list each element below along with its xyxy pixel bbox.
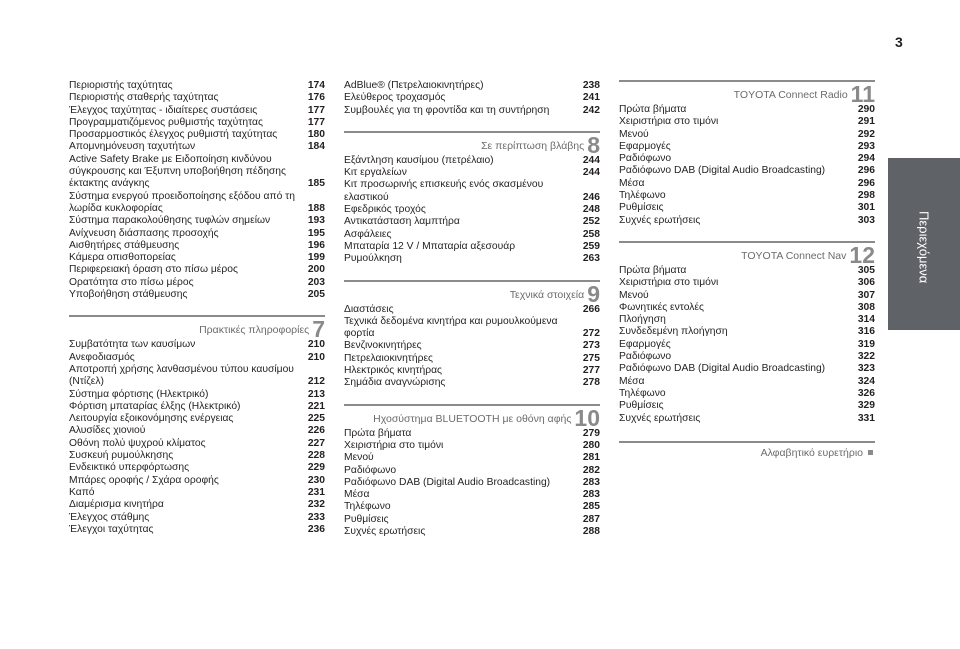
- toc-entry-page: 292: [857, 128, 875, 140]
- toc-entry-title: Περιοριστής σταθερής ταχύτητας: [69, 92, 219, 104]
- toc-entry[interactable]: [69, 364, 325, 389]
- toc-entry-page: 283: [582, 476, 600, 488]
- toc-entry-title: Φόρτιση μπαταρίας έλξης (Ηλεκτρικό): [69, 400, 241, 412]
- toc-entry[interactable]: [619, 141, 875, 153]
- toc-entry[interactable]: [344, 365, 600, 377]
- toc-entry[interactable]: [69, 401, 325, 413]
- toc-entry-title: Σύστημα φόρτισης (Ηλεκτρικό): [69, 388, 209, 400]
- toc-entry-page: 246: [582, 191, 600, 203]
- toc-entry[interactable]: [344, 353, 600, 365]
- toc-entry-title: Ραδιόφωνο: [619, 351, 672, 363]
- toc-entry-page: 306: [857, 277, 875, 289]
- toc-section: [344, 280, 600, 390]
- toc-entry[interactable]: [619, 376, 875, 388]
- toc-entry-page: 244: [582, 154, 600, 166]
- toc-entry-title: Χειριστήρια στο τιμόνι: [344, 439, 444, 451]
- toc-entry-page: 282: [582, 464, 600, 476]
- toc-entry[interactable]: [619, 388, 875, 400]
- toc-entry-title: Ραδιόφωνο: [344, 464, 397, 476]
- toc-entry[interactable]: [69, 92, 325, 104]
- toc-column-1: [69, 80, 325, 540]
- toc-entry[interactable]: [69, 499, 325, 511]
- toc-entry-title: Βενζινοκινητήρες: [344, 340, 422, 352]
- toc-entry-title: Οθόνη πολύ ψυχρού κλίματος: [69, 437, 206, 449]
- toc-entry-title: Μέσα: [619, 375, 645, 387]
- toc-entry-title: AdBlue® (Πετρελαιοκινητήρες): [344, 80, 484, 91]
- toc-entry-title: Πετρελαιοκινητήρες: [344, 352, 434, 364]
- toc-entry-page: 290: [857, 104, 875, 115]
- toc-entry[interactable]: [619, 400, 875, 412]
- toc-entry-title: Αντικατάσταση λαμπτήρα: [344, 216, 460, 228]
- toc-entry-page: 331: [857, 412, 875, 424]
- toc-entry-page: 238: [582, 80, 600, 91]
- toc-entry-title: Αλυσίδες χιονιού: [69, 425, 146, 437]
- toc-entry[interactable]: [619, 339, 875, 351]
- toc-entry-page: 287: [582, 513, 600, 525]
- toc-entry-page: 184: [307, 141, 325, 153]
- toc-entry-page: 272: [582, 328, 600, 340]
- toc-entry[interactable]: [69, 141, 325, 153]
- toc-entry-page: 241: [582, 92, 600, 104]
- toc-entry-title: Ασφάλειες: [344, 228, 392, 240]
- section-header[interactable]: [619, 241, 875, 268]
- toc-entry-page: 259: [582, 240, 600, 252]
- toc-entry-title: Περιφερειακή όραση στο πίσω μέρος: [69, 264, 238, 276]
- toc-entry-title: Ορατότητα στο πίσω μέρος: [69, 276, 194, 288]
- toc-entry[interactable]: [69, 264, 325, 276]
- toc-entry-page: 226: [307, 425, 325, 437]
- toc-entry[interactable]: [69, 228, 325, 240]
- toc-entry-page: 203: [307, 276, 325, 288]
- toc-entry-page: 296: [857, 165, 875, 177]
- toc-entry-page: 193: [307, 215, 325, 227]
- toc-entry-page: 277: [582, 365, 600, 377]
- toc-section: [344, 131, 600, 266]
- toc-entry-title: Τηλέφωνο: [344, 501, 391, 513]
- toc-entry-title: Κάμερα οπισθοπορείας: [69, 252, 176, 264]
- toc-section: [344, 404, 600, 539]
- toc-entry-title: Μέσα: [619, 177, 645, 189]
- toc-entry-page: 205: [307, 289, 325, 301]
- toc-entry-page: 212: [307, 376, 325, 388]
- toc-entry-page: 176: [307, 92, 325, 104]
- toc-section: [619, 241, 875, 425]
- toc-entry-page: 232: [307, 499, 325, 511]
- toc-entry[interactable]: [619, 215, 875, 227]
- toc-entry-page: 316: [857, 326, 875, 338]
- toc-entry-page: 248: [582, 204, 600, 216]
- toc-entry[interactable]: [69, 240, 325, 252]
- toc-entry-title: Πλοήγηση: [619, 314, 666, 326]
- toc-entry[interactable]: [619, 265, 875, 277]
- toc-entry-page: 229: [307, 462, 325, 474]
- toc-entry-page: 308: [857, 301, 875, 313]
- toc-entry[interactable]: [69, 487, 325, 499]
- toc-entry-title: Συχνές ερωτήσεις: [619, 412, 701, 424]
- toc-entry-title: Περιοριστής ταχύτητας: [69, 80, 173, 91]
- toc-entry[interactable]: [69, 154, 325, 191]
- toc-entry[interactable]: [69, 105, 325, 117]
- toc-entry[interactable]: [344, 316, 600, 341]
- toc-entry-title: Ρυθμίσεις: [619, 202, 664, 214]
- toc-entry[interactable]: [69, 191, 325, 216]
- section-number: 11: [850, 81, 875, 107]
- toc-entry[interactable]: [619, 363, 875, 375]
- toc-entry-title: Κιτ εργαλείων: [344, 167, 407, 179]
- toc-entry[interactable]: [619, 314, 875, 326]
- toc-entry[interactable]: [344, 501, 600, 513]
- toc-entry-title: Διαμέρισμα κινητήρα: [69, 499, 164, 511]
- toc-entry-title: Χειριστήρια στο τιμόνι: [619, 277, 719, 289]
- toc-entry[interactable]: [344, 340, 600, 352]
- toc-entry[interactable]: [619, 190, 875, 202]
- toc-entry-page: 296: [857, 177, 875, 189]
- side-tab-label: Περιεχόμενα: [916, 210, 932, 284]
- toc-entry-page: 195: [307, 227, 325, 239]
- toc-entry-title: Ηλεκτρικός κινητήρας: [344, 365, 442, 377]
- toc-entry-title: Κιτ προσωρινής επισκευής ενός σκασμένου ελαστικού: [344, 179, 544, 203]
- toc-entry-title: Ενδεικτικό υπερφόρτωσης: [69, 462, 190, 474]
- toc-entry[interactable]: [344, 428, 600, 440]
- toc-entry-title: Μενού: [344, 452, 374, 464]
- toc-entry-title: Προγραμματιζόμενος ρυθμιστής ταχύτητας: [69, 116, 263, 128]
- section-number: 12: [849, 241, 875, 268]
- toc-entry-page: 258: [582, 228, 600, 240]
- toc-entry-page: 228: [307, 450, 325, 462]
- toc-entry-title: Καπό: [69, 486, 95, 498]
- toc-entry-page: 244: [582, 167, 600, 179]
- section-number: 9: [587, 280, 600, 307]
- toc-entry-title: Συχνές ερωτήσεις: [619, 214, 701, 226]
- toc-entry[interactable]: [619, 202, 875, 214]
- toc-entry-page: 263: [582, 253, 600, 265]
- toc-entry-title: Συχνές ερωτήσεις: [344, 526, 426, 538]
- toc-entry-page: 252: [582, 216, 600, 228]
- toc-entry-page: 285: [582, 501, 600, 513]
- toc-entry-page: 283: [582, 489, 600, 501]
- toc-entry-page: 329: [857, 400, 875, 412]
- toc-entry-page: 322: [857, 351, 875, 363]
- toc-entry[interactable]: [69, 450, 325, 462]
- toc-entry-page: 266: [582, 303, 600, 315]
- toc-entry[interactable]: [619, 104, 875, 116]
- square-icon: [868, 450, 873, 455]
- toc-entry[interactable]: [619, 413, 875, 425]
- toc-entry-page: 242: [582, 104, 600, 116]
- toc-entry-page: 200: [307, 264, 325, 276]
- toc-entry-title: Χειριστήρια στο τιμόνι: [619, 116, 719, 128]
- section-title: Τεχνικά στοιχεία: [509, 288, 585, 301]
- section-number: 7: [312, 316, 325, 343]
- toc-entry[interactable]: [344, 452, 600, 464]
- toc-entry-title: Διαστάσεις: [344, 303, 394, 315]
- toc-entry-title: Απομνημόνευση ταχυτήτων: [69, 141, 196, 153]
- toc-entry-title: Σύστημα ενεργού προειδοποίησης εξόδου από τη λωρίδα κυκλοφορίας: [69, 190, 295, 214]
- toc-entry-page: 236: [307, 523, 325, 535]
- toc-entry-page: 288: [582, 526, 600, 538]
- toc-entry-title: Ρυθμίσεις: [344, 513, 389, 525]
- section-header[interactable]: [619, 80, 875, 107]
- toc-entry-page: 233: [307, 511, 325, 523]
- toc-entry-page: 279: [582, 427, 600, 439]
- toc-entry[interactable]: [69, 289, 325, 301]
- section-title: TOYOTA Connect Radio: [733, 89, 848, 101]
- toc-entry-page: 199: [307, 252, 325, 264]
- toc-entry-title: Ραδιόφωνο DAB (Digital Audio Broadcasting): [619, 363, 826, 375]
- section-title: Ηχοσύστημα BLUETOOTH με οθόνη αφής: [373, 412, 572, 425]
- toc-entry[interactable]: [69, 475, 325, 487]
- toc-entry-title: Active Safety Brake με Ειδοποίηση κινδύνου σύγκρουσης και Έξυπνη υποβοήθηση πέδησης έκτακτης ανάγκης: [69, 153, 286, 190]
- toc-entry[interactable]: [619, 290, 875, 302]
- toc-entry-page: 225: [307, 413, 325, 425]
- toc-entry-page: 307: [857, 289, 875, 301]
- toc-section: [69, 80, 325, 301]
- toc-entry-title: Μενού: [619, 289, 649, 301]
- toc-entry[interactable]: [344, 253, 600, 265]
- toc-entry-page: 280: [582, 439, 600, 451]
- toc-entry-page: 326: [857, 387, 875, 399]
- toc-entry-page: 294: [857, 153, 875, 165]
- toc-entry[interactable]: [69, 129, 325, 141]
- toc-entry-title: Συμβατότητα των καυσίμων: [69, 339, 196, 351]
- toc-entry[interactable]: [344, 80, 600, 92]
- toc-entry[interactable]: [619, 178, 875, 190]
- toc-entry[interactable]: [344, 155, 600, 167]
- toc-entry[interactable]: [344, 377, 600, 389]
- toc-entry-title: Ραδιόφωνο DAB (Digital Audio Broadcasting): [619, 165, 826, 177]
- toc-entry[interactable]: [344, 167, 600, 179]
- toc-entry-title: Αποτροπή χρήσης λανθασμένου τύπου καυσίμου (Ντίζελ): [69, 363, 294, 388]
- toc-entry[interactable]: [344, 440, 600, 452]
- toc-entry-title: Πρώτα βήματα: [619, 264, 687, 276]
- toc-entry[interactable]: [619, 129, 875, 141]
- section-number: 8: [587, 131, 600, 158]
- toc-column-2: [344, 80, 600, 542]
- toc-section: [344, 80, 600, 117]
- toc-entry-page: 227: [307, 437, 325, 449]
- toc-entry-page: 293: [857, 140, 875, 152]
- toc-entry-page: 291: [857, 116, 875, 128]
- toc-entry-title: Ρυμούλκηση: [344, 253, 402, 265]
- toc-entry[interactable]: [69, 117, 325, 129]
- toc-entry-title: Αισθητήρες στάθμευσης: [69, 239, 180, 251]
- toc-entry-title: Τηλέφωνο: [619, 190, 666, 202]
- toc-entry-page: 323: [857, 363, 875, 375]
- toc-entry-page: 180: [307, 129, 325, 141]
- toc-entry-title: Ραδιόφωνο DAB (Digital Audio Broadcasting): [344, 476, 551, 488]
- alphabetical-index-label: Αλφαβητικό ευρετήριο: [760, 446, 863, 459]
- toc-entry-title: Εξάντληση καυσίμου (πετρέλαιο): [344, 154, 494, 166]
- section-title: Πρακτικές πληροφορίες: [199, 324, 310, 337]
- toc-column-3: [619, 80, 875, 459]
- toc-entry[interactable]: [344, 92, 600, 104]
- toc-entry[interactable]: [344, 465, 600, 477]
- toc-entry[interactable]: [619, 326, 875, 338]
- toc-entry-page: 275: [582, 352, 600, 364]
- toc-entry[interactable]: [69, 339, 325, 351]
- toc-section: [619, 80, 875, 227]
- section-number: 10: [574, 404, 600, 431]
- section-header[interactable]: [344, 404, 600, 431]
- toc-entry-page: 231: [307, 486, 325, 498]
- toc-entry-title: Φωνητικές εντολές: [619, 301, 704, 313]
- toc-entry-page: 314: [857, 314, 875, 326]
- toc-entry-title: Ανίχνευση διάσπασης προσοχής: [69, 227, 219, 239]
- toc-entry[interactable]: [619, 116, 875, 128]
- toc-entry[interactable]: [344, 229, 600, 241]
- toc-entry[interactable]: [344, 477, 600, 489]
- toc-entry-title: Λειτουργία εξοικονόμησης ενέργειας: [69, 413, 234, 425]
- toc-entry[interactable]: [69, 512, 325, 524]
- toc-entry[interactable]: [344, 514, 600, 526]
- section-title: Σε περίπτωση βλάβης: [481, 139, 585, 152]
- page-number: 3: [895, 34, 903, 50]
- toc-entry[interactable]: [69, 425, 325, 437]
- toc-entry-page: 210: [307, 339, 325, 351]
- toc-entry-title: Ανεφοδιασμός: [69, 351, 135, 363]
- toc-entry[interactable]: [344, 216, 600, 228]
- toc-entry[interactable]: [344, 105, 600, 117]
- toc-entry[interactable]: [619, 351, 875, 363]
- toc-entry[interactable]: [69, 389, 325, 401]
- toc-entry-title: Εφαρμογές: [619, 338, 671, 350]
- toc-entry-title: Πρώτα βήματα: [344, 427, 412, 439]
- toc-entry[interactable]: [344, 526, 600, 538]
- toc-entry-title: Τηλέφωνο: [619, 387, 666, 399]
- toc-entry-title: Μπάρες οροφής / Σχάρα οροφής: [69, 474, 219, 486]
- toc-entry-page: 210: [307, 351, 325, 363]
- toc-entry[interactable]: [69, 462, 325, 474]
- toc-entry[interactable]: [619, 277, 875, 289]
- toc-entry-page: 278: [582, 377, 600, 389]
- toc-entry[interactable]: [69, 413, 325, 425]
- toc-entry-page: 185: [307, 178, 325, 190]
- toc-entry[interactable]: [69, 80, 325, 92]
- toc-entry-title: Υποβοήθηση στάθμευσης: [69, 289, 188, 301]
- toc-entry[interactable]: [619, 302, 875, 314]
- toc-entry-page: 303: [857, 214, 875, 226]
- toc-entry-title: Εφαρμογές: [619, 140, 671, 152]
- toc-entry-page: 177: [307, 104, 325, 116]
- toc-entry-page: 305: [857, 264, 875, 276]
- toc-entry-title: Μέσα: [344, 489, 370, 501]
- toc-entry-page: 301: [857, 202, 875, 214]
- toc-entry-page: 319: [857, 338, 875, 350]
- toc-entry-page: 221: [307, 400, 325, 412]
- toc-entry-title: Συμβουλές για τη φροντίδα και τη συντήρηση: [344, 104, 550, 116]
- toc-entry[interactable]: [69, 277, 325, 289]
- toc-entry-page: 230: [307, 474, 325, 486]
- toc-entry-title: Έλεγχος ταχύτητας - ιδιαίτερες συστάσεις: [69, 104, 258, 116]
- toc-entry-page: 273: [582, 340, 600, 352]
- section-header[interactable]: [344, 280, 600, 307]
- toc-entry-page: 174: [307, 80, 325, 91]
- toc-entry-page: 196: [307, 239, 325, 251]
- toc-entry-title: Ρυθμίσεις: [619, 400, 664, 412]
- toc-entry-title: Πρώτα βήματα: [619, 104, 687, 115]
- toc-entry[interactable]: [344, 241, 600, 253]
- toc-entry[interactable]: [69, 438, 325, 450]
- alphabetical-index-link[interactable]: [619, 441, 875, 459]
- toc-entry[interactable]: [69, 252, 325, 264]
- section-title: TOYOTA Connect Nav: [741, 249, 847, 262]
- toc-entry[interactable]: [69, 524, 325, 536]
- toc-entry-title: Ραδιόφωνο: [619, 153, 672, 165]
- toc-entry-title: Συνδεδεμένη πλοήγηση: [619, 326, 728, 338]
- toc-entry[interactable]: [69, 215, 325, 227]
- toc-section: [69, 315, 325, 536]
- toc-entry-title: Εφεδρικός τροχός: [344, 204, 426, 216]
- toc-entry-page: 324: [857, 375, 875, 387]
- toc-entry-title: Προσαρμοστικός έλεγχος ρυθμιστή ταχύτητας: [69, 129, 278, 141]
- toc-entry-title: Σύστημα παρακολούθησης τυφλών σημείων: [69, 215, 271, 227]
- toc-entry-title: Συσκευή ρυμούλκησης: [69, 450, 174, 462]
- toc-entry-page: 177: [307, 116, 325, 128]
- toc-entry-page: 298: [857, 190, 875, 202]
- section-header[interactable]: [69, 315, 325, 343]
- section-header[interactable]: [344, 131, 600, 158]
- toc-entry[interactable]: [69, 352, 325, 364]
- toc-entry[interactable]: [344, 489, 600, 501]
- toc-entry[interactable]: [619, 153, 875, 165]
- toc-entry-title: Μενού: [619, 128, 649, 140]
- toc-entry-page: 281: [582, 452, 600, 464]
- toc-entry[interactable]: [344, 204, 600, 216]
- toc-entry-page: 213: [307, 388, 325, 400]
- toc-entry-title: Τεχνικά δεδομένα κινητήρα και ρυμουλκούμενα φορτία: [344, 315, 558, 340]
- toc-entry[interactable]: [619, 165, 875, 177]
- toc-entry-title: Ελεύθερος τροχασμός: [344, 92, 446, 104]
- toc-entry[interactable]: [344, 304, 600, 316]
- toc-entry-title: Έλεγχοι ταχύτητας: [69, 523, 154, 535]
- toc-entry[interactable]: [344, 179, 600, 204]
- toc-entry-title: Έλεγχος στάθμης: [69, 511, 150, 523]
- toc-entry-title: Σημάδια αναγνώρισης: [344, 377, 446, 389]
- toc-entry-page: 188: [307, 202, 325, 214]
- toc-entry-title: Μπαταρία 12 V / Μπαταρία αξεσουάρ: [344, 240, 516, 252]
